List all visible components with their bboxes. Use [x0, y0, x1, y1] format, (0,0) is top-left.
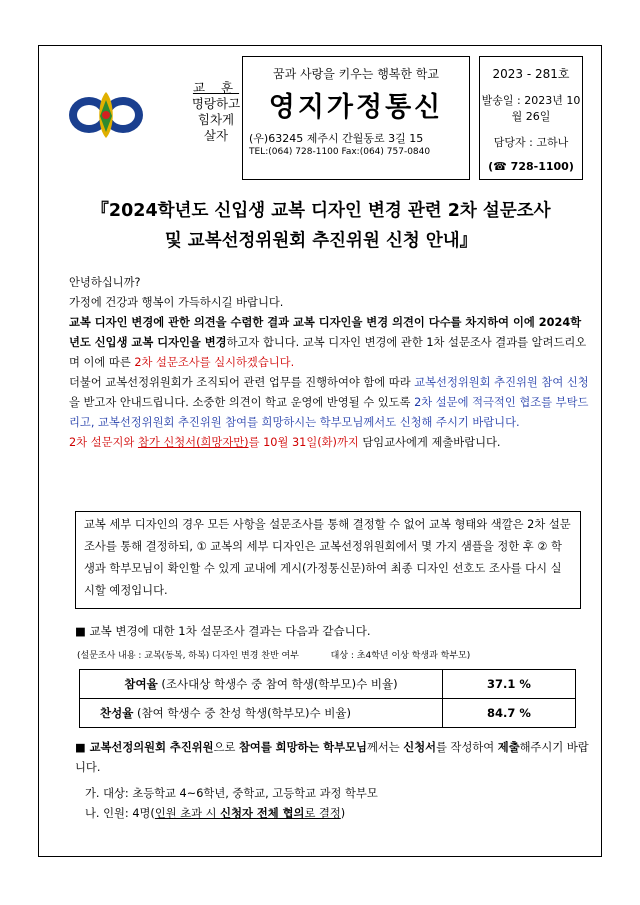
text: 해주시기 바랍니다. — [75, 741, 589, 774]
list-item: 가. 대상: 초등학교 4~6학년, 중학교, 고등학교 과정 학부모 — [85, 787, 378, 800]
school-address: (우)63245 제주시 간월동로 3길 15 — [249, 132, 424, 145]
text: 를 작성하여 — [436, 741, 498, 754]
bold-text: 신청자 전체 협의 — [220, 807, 305, 820]
table-cell: 37.1 % — [443, 670, 576, 699]
paragraph — [69, 313, 591, 373]
text: 나. 인원: 4명( — [85, 807, 155, 820]
school-slogan: 꿈과 사랑을 키우는 행복한 학교 — [273, 67, 439, 81]
text: 께서는 — [366, 741, 404, 754]
row-label: 참여율 — [124, 677, 158, 691]
table-row — [80, 699, 576, 728]
row-desc: (참여 학생수 중 찬성 학생(학부모)수 비율) — [133, 706, 351, 720]
motto-line: 명랑하고 — [191, 96, 241, 111]
survey-heading: ■ 교복 변경에 대한 1차 설문조사 결과는 다음과 같습니다. — [75, 624, 371, 638]
text: ) — [340, 807, 346, 820]
committee-items — [85, 784, 378, 824]
masthead — [242, 56, 470, 180]
letter-body — [69, 273, 591, 453]
highlight-text: 2차 설문에 적극적인 협조를 부탁드리고, 교복선정위원회 추진위원 참여를 희망하시는 학부모님께서도 신청해 주시기 바랍니다. — [69, 396, 589, 429]
bold-text: 참여를 희망하는 학부모님 — [239, 741, 367, 754]
highlight-text: 2차 설문지와 — [69, 436, 138, 449]
school-contact: TEL:(064) 728-1100 Fax:(064) 757-0840 — [249, 147, 431, 157]
motto-line: 살자 — [203, 128, 229, 143]
highlight-text: 2차 설문조사를 실시하겠습니다. — [134, 356, 295, 369]
text: 더불어 교복선정위원회가 조직되어 관련 업무를 진행하여야 함에 따라 — [69, 376, 415, 389]
bold-text: 신청서 — [403, 741, 437, 754]
newsletter-page — [38, 45, 602, 857]
text: 인원 초과 시 — [154, 807, 221, 820]
text: 으로 — [213, 741, 240, 754]
header — [59, 54, 584, 184]
list-item — [85, 804, 378, 824]
highlight-text: 교복선정위원회 추진위원 참여 신청 — [414, 376, 589, 389]
paragraph — [69, 373, 591, 433]
committee-paragraph — [75, 738, 591, 778]
newsletter-name: 영지가정통신 — [268, 92, 444, 123]
survey-note — [77, 648, 470, 661]
highlight-text: 를 10월 31일(화)까지 — [248, 436, 359, 449]
title-line: 및 교복선정위원회 추진위원 신청 안내』 — [164, 231, 478, 251]
survey-content: (설문조사 내용 : 교복(동복, 하복) 디자인 변경 찬반 여부 — [77, 651, 299, 661]
table-cell — [80, 670, 443, 699]
motto-title: 교 훈 — [192, 80, 240, 95]
design-note-box: 교복 세부 디자인의 경우 모든 사항을 설문조사를 통해 결정할 수 없어 교복 형태와 색깔은 2차 설문조사를 통해 결정하되, ① 교복의 세부 디자인은 교복선정위원회에서 몇 가지 샘플을 정한 후 ② 학생과 학부모님이 확인할 수 있게 교내에 게시(가정통신문)하여 최종 디자인 선호도 조사를 다시 실시할 예정입니다. — [75, 511, 581, 609]
table-cell: 84.7 % — [443, 699, 576, 728]
school-emblem-icon — [67, 88, 145, 142]
table-cell — [80, 699, 443, 728]
title-line: 『2024학년도 신입생 교복 디자인 변경 관련 2차 설문조사 — [91, 201, 551, 221]
contact-phone: (☎ 728-1100) — [488, 160, 574, 173]
text: 로 결정 — [304, 807, 341, 820]
table-row — [80, 670, 576, 699]
bold-text: 교복 디자인 변경에 관한 의견을 수렴한 결과 교복 디자인을 변경 의견이 다수를 차지하여 이에 2024학년도 신입생 교복 디자인을 변경 — [69, 316, 582, 349]
contact-person: 담당자 : 고하나 — [493, 136, 569, 149]
text: 을 받고자 안내드립니다. 소중한 의견이 학교 운영에 반영될 수 있도록 — [69, 396, 415, 409]
page-title — [39, 196, 603, 256]
text: 담임교사에게 제출바랍니다. — [358, 436, 501, 449]
bold-text: ■ 교복선정의원회 추진위원 — [75, 741, 214, 754]
greeting: 안녕하십니까? — [69, 276, 141, 289]
text: 하고자 합니다. 교복 디자인 변경에 관한 1차 설문조사 결과를 알려드리오며 이에 따른 — [69, 336, 587, 369]
greeting: 가정에 건강과 행복이 가득하시길 바랍니다. — [69, 296, 284, 309]
highlight-text: 참가 신청서(희망자만) — [137, 436, 249, 449]
paragraph — [69, 433, 591, 453]
row-label: 찬성율 — [100, 706, 134, 720]
motto-line: 힘차게 — [197, 112, 235, 127]
issue-info — [479, 56, 583, 180]
survey-target: 대상 : 초4학년 이상 학생과 학부모) — [330, 651, 471, 661]
issue-number: 2023 - 281호 — [492, 67, 570, 81]
survey-results-table — [79, 669, 576, 728]
send-date: 발송일 : 2023년 10월 26일 — [481, 94, 581, 123]
bold-text: 제출 — [497, 741, 520, 754]
row-desc: (조사대상 학생수 중 참여 학생(학부모)수 비율) — [157, 677, 398, 691]
